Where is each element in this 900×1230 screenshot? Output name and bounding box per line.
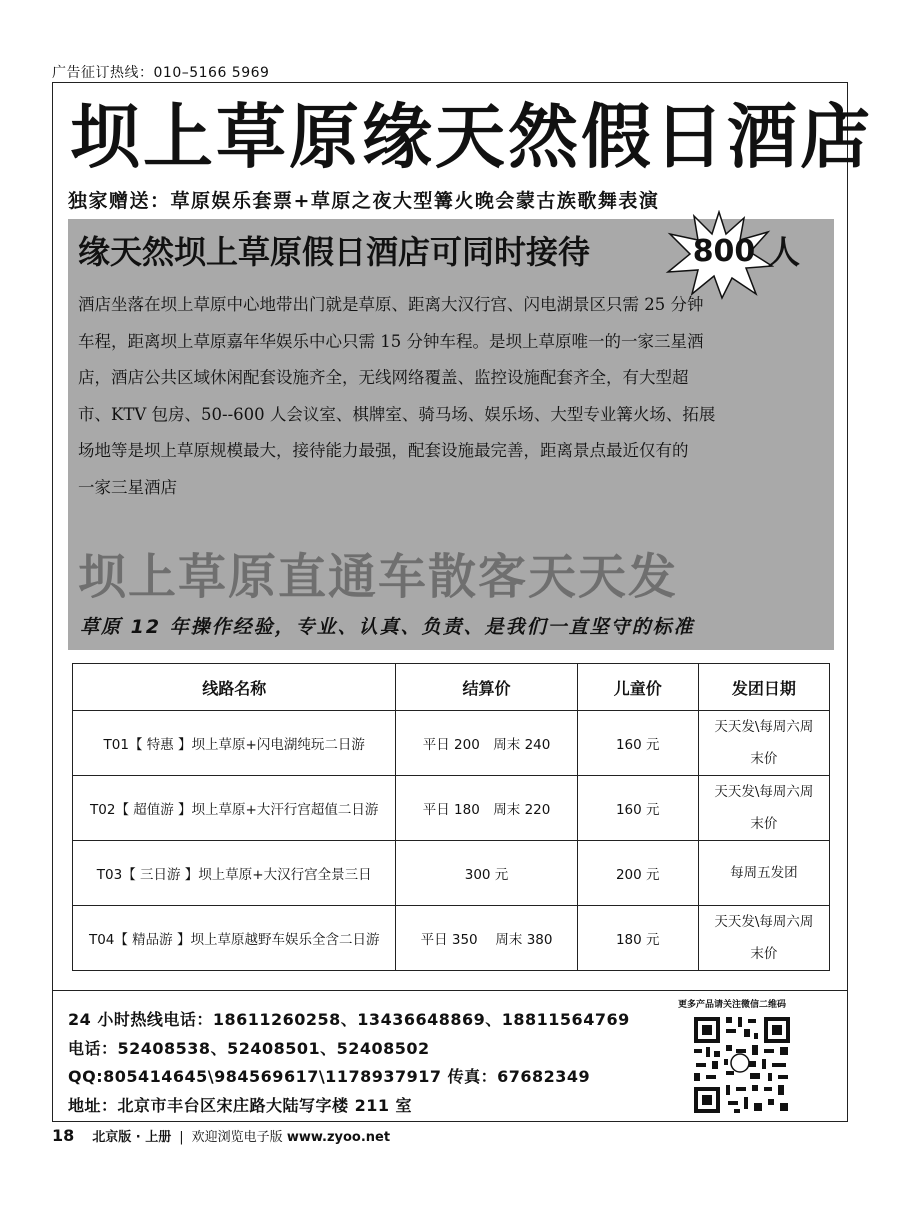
departure-line: 末价 bbox=[750, 751, 778, 767]
route-departure bbox=[698, 841, 829, 906]
col-route-name: 线路名称 bbox=[73, 664, 396, 711]
route-price: 平日 350 周末 380 bbox=[396, 906, 577, 971]
address: 地址：北京市丰台区宋庄路大陆写字楼 211 室 bbox=[68, 1095, 413, 1115]
description-line: 市、KTV 包房、50--600 人会议室、棋牌室、骑马场、娱乐场、大型专业篝火场、拓展 bbox=[78, 404, 716, 424]
col-child-price: 儿童价 bbox=[577, 664, 698, 711]
description-line: 场地等是坝上草原规模最大，接待能力最强，配套设施最完善，距离景点最近仅有的 bbox=[78, 441, 689, 460]
capacity-headline: 缘天然坝上草原假日酒店可同时接待 bbox=[78, 233, 591, 271]
capacity-unit: 人 bbox=[768, 233, 801, 271]
page-footer bbox=[52, 1126, 390, 1145]
departure-line: 天天发\每周六周 bbox=[714, 784, 814, 800]
table-row bbox=[73, 906, 830, 971]
experience-slogan: 草原 12 年操作经验，专业、认真、负责、是我们一直坚守的标准 bbox=[80, 616, 695, 638]
table-row bbox=[73, 711, 830, 776]
route-child-price: 180 元 bbox=[577, 906, 698, 971]
route-name: T03【 三日游 】坝上草原+大汉行宫全景三日 bbox=[73, 841, 396, 906]
route-child-price: 160 元 bbox=[577, 776, 698, 841]
hotel-title: 坝上草原缘天然假日酒店 bbox=[70, 95, 873, 178]
hotel-description bbox=[78, 287, 830, 506]
route-price: 300 元 bbox=[396, 841, 577, 906]
departure-line: 每周五发团 bbox=[730, 865, 798, 881]
route-child-price: 160 元 bbox=[577, 711, 698, 776]
route-child-price: 200 元 bbox=[577, 841, 698, 906]
page-number: 18 bbox=[52, 1126, 75, 1145]
description-line: 店，酒店公共区域休闲配套设施齐全，无线网络覆盖、监控设施配套齐全，有大型超 bbox=[78, 368, 689, 387]
departure-line: 末价 bbox=[750, 946, 778, 962]
departure-line: 末价 bbox=[750, 816, 778, 832]
route-name: T04【 精品游 】坝上草原越野车娱乐全含二日游 bbox=[73, 906, 396, 971]
col-departure: 发团日期 bbox=[698, 664, 829, 711]
table-row bbox=[73, 841, 830, 906]
table-row bbox=[73, 776, 830, 841]
table-header-row bbox=[73, 664, 830, 711]
phone-numbers: 电话：52408538、52408501、52408502 bbox=[68, 1038, 430, 1058]
ad-hotline-top: 广告征订热线：010–5166 5969 bbox=[52, 65, 270, 81]
description-line: 酒店坐落在坝上草原中心地带出门就是草原、距离大汉行宫、闪电湖景区只需 25 分钟 bbox=[78, 295, 704, 314]
qr-caption: 更多产品请关注微信二维码 bbox=[678, 1000, 787, 1010]
wechat-qr-code-icon bbox=[692, 1015, 792, 1115]
contact-block bbox=[68, 1006, 630, 1120]
welcome-text: 欢迎浏览电子版 bbox=[191, 1130, 283, 1145]
routes-table bbox=[72, 663, 830, 971]
departure-line: 天天发\每周六周 bbox=[714, 719, 814, 735]
route-name: T01【 特惠 】坝上草原+闪电湖纯玩二日游 bbox=[73, 711, 396, 776]
col-price: 结算价 bbox=[396, 664, 577, 711]
edition-label: 北京版 · 上册 bbox=[92, 1130, 172, 1145]
capacity-number: 800 bbox=[692, 234, 756, 269]
route-departure bbox=[698, 906, 829, 971]
qq-fax: QQ:805414645\984569617\1178937917 传真：67682349 bbox=[68, 1067, 591, 1086]
gift-line: 独家赠送：草原娱乐套票+草原之夜大型篝火晚会蒙古族歌舞表演 bbox=[68, 190, 660, 212]
site-url-link[interactable]: www.zyoo.net bbox=[286, 1130, 391, 1145]
route-price: 平日 200 周末 240 bbox=[396, 711, 577, 776]
route-price: 平日 180 周末 220 bbox=[396, 776, 577, 841]
description-line: 一家三星酒店 bbox=[78, 477, 177, 497]
departure-line: 天天发\每周六周 bbox=[714, 914, 814, 930]
route-name: T02【 超值游 】坝上草原+大汗行宫超值二日游 bbox=[73, 776, 396, 841]
direct-bus-headline: 坝上草原直通车散客天天发 bbox=[78, 549, 679, 605]
footer-separator: | bbox=[179, 1130, 184, 1145]
route-departure bbox=[698, 776, 829, 841]
hotline-24h: 24 小时热线电话：18611260258、13436648869、18811564769 bbox=[68, 1010, 630, 1029]
route-departure bbox=[698, 711, 829, 776]
description-line: 车程，距离坝上草原嘉年华娱乐中心只需 15 分钟车程。是坝上草原唯一的一家三星酒 bbox=[78, 331, 704, 351]
section-divider bbox=[52, 990, 848, 991]
